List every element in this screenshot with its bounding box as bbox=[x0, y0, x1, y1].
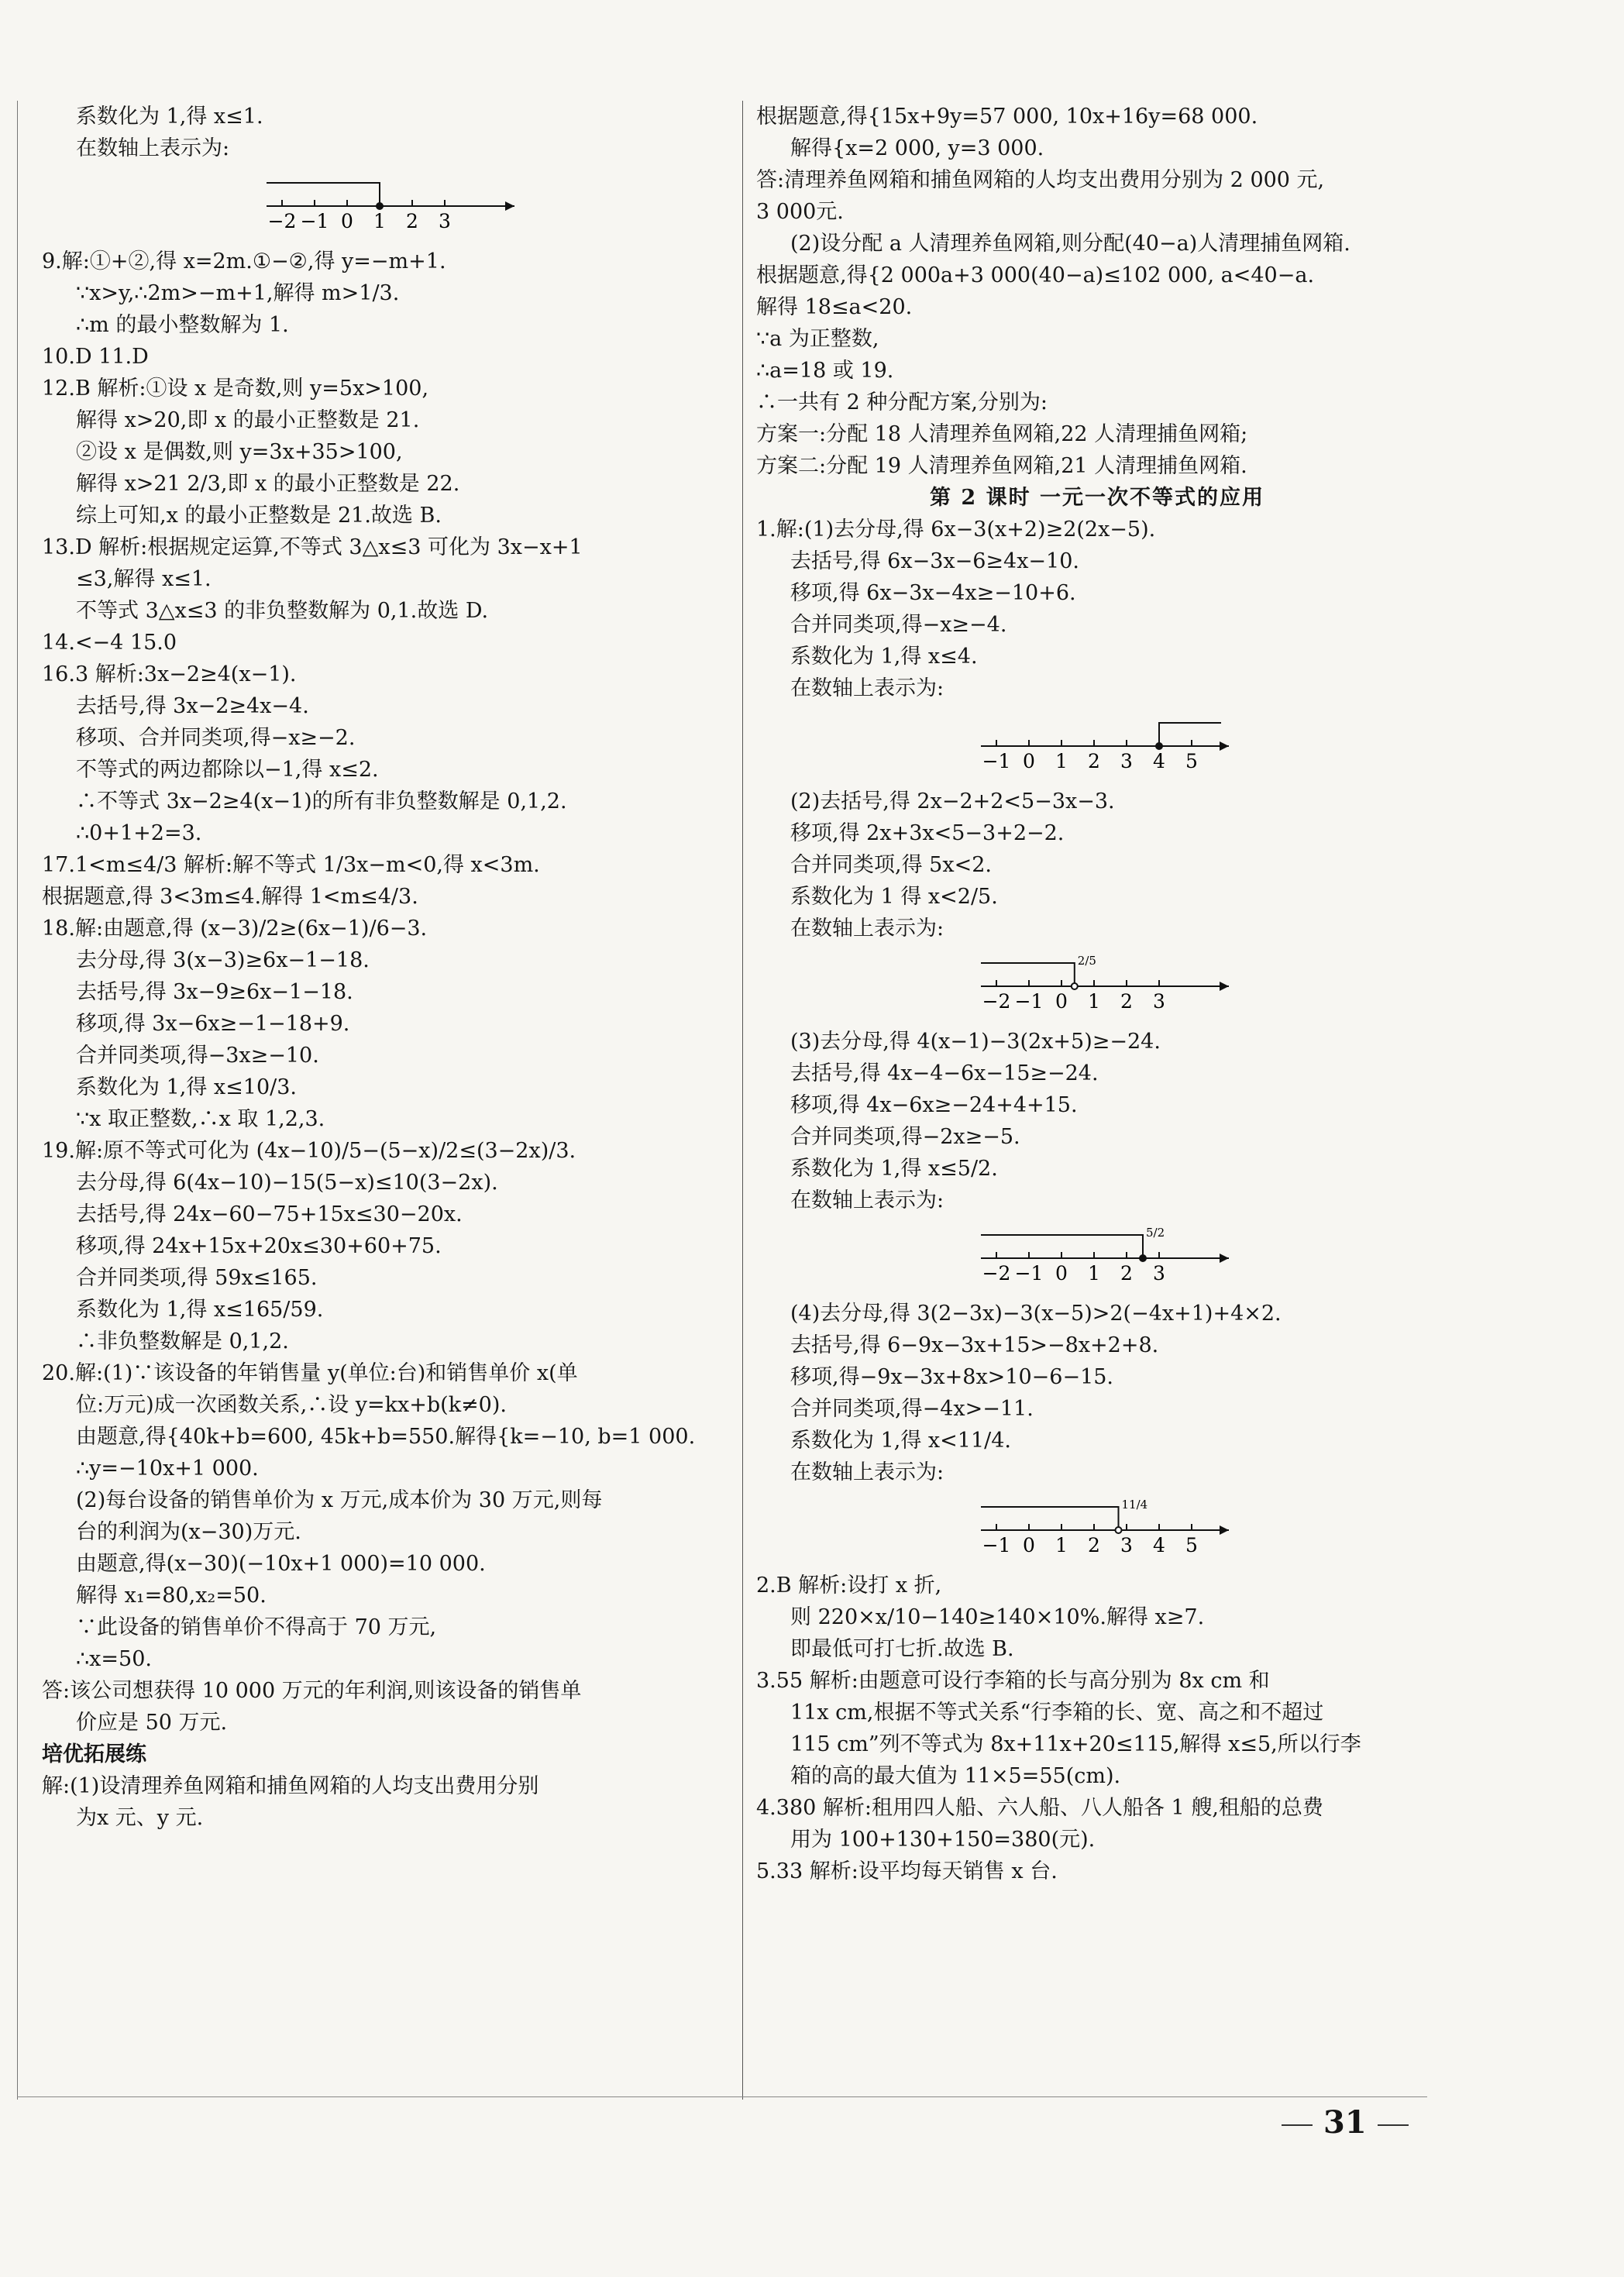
left-line: 综上可知,x 的最小正整数是 21.故选 B. bbox=[76, 504, 442, 528]
right-line: 在数轴上表示为: bbox=[790, 1188, 944, 1212]
left-line: 19.解:原不等式可化为 (4x−10)/5−(5−x)/2≤(3−2x)/3. bbox=[42, 1139, 576, 1163]
number-line-label: −1 bbox=[982, 1534, 1011, 1556]
right-line: 11x cm,根据不等式关系“行李箱的长、宽、高之和不超过 bbox=[790, 1701, 1324, 1725]
number-line-label: −1 bbox=[1014, 990, 1044, 1013]
left-line: 解得 x>20,即 x 的最小正整数是 21. bbox=[76, 408, 420, 432]
left-line: 由题意,得{40k+b=600, 45k+b=550.解得{k=−10, b=1 000. bbox=[76, 1425, 696, 1449]
left-line: ∴y=−10x+1 000. bbox=[76, 1457, 259, 1481]
left-line: 17.1<m≤4/3 解析:解不等式 1/3x−m<0,得 x<3m. bbox=[42, 853, 540, 877]
right-line: 4.380 解析:租用四人船、六人船、八人船各 1 艘,租船的总费 bbox=[756, 1796, 1323, 1820]
solution-ray bbox=[981, 963, 1075, 986]
number-line-label: 4 bbox=[1153, 1534, 1165, 1556]
number-line-arrow bbox=[1220, 982, 1229, 991]
number-line-label: 0 bbox=[1023, 1534, 1035, 1556]
left-line: ∴m 的最小整数解为 1. bbox=[76, 313, 289, 337]
left-line: 系数化为 1,得 x≤1. bbox=[76, 105, 263, 129]
number-line-label: 0 bbox=[341, 210, 353, 232]
left-line: ∴0+1+2=3. bbox=[76, 821, 202, 845]
boundary-point bbox=[1140, 1255, 1146, 1261]
left-line: 去分母,得 6(4x−10)−15(5−x)≤10(3−2x). bbox=[76, 1171, 498, 1195]
right-line: 2.B 解析:设打 x 折, bbox=[756, 1574, 942, 1598]
right-line: 箱的高的最大值为 11×5=55(cm). bbox=[790, 1764, 1121, 1788]
left-line: 14.<−4 15.0 bbox=[42, 631, 177, 655]
left-line: 根据题意,得 3<3m≤4.解得 1<m≤4/3. bbox=[42, 885, 418, 909]
number-line bbox=[42, 167, 724, 242]
boundary-point bbox=[1116, 1527, 1122, 1533]
right-line: 用为 100+130+150=380(元). bbox=[790, 1828, 1096, 1852]
number-line-label: −2 bbox=[982, 990, 1011, 1013]
number-line-label: 3 bbox=[1120, 1534, 1133, 1556]
left-line: 价应是 50 万元. bbox=[76, 1711, 228, 1735]
number-line-label: 3 bbox=[439, 210, 451, 232]
number-line-label: 3 bbox=[1153, 990, 1165, 1013]
number-line-label: 5 bbox=[1185, 1534, 1198, 1556]
left-line: 去括号,得 3x−9≥6x−1−18. bbox=[76, 980, 353, 1004]
number-line-label: 0 bbox=[1055, 1262, 1068, 1285]
left-line: 不等式的两边都除以−1,得 x≤2. bbox=[76, 758, 379, 782]
number-line-label: −1 bbox=[982, 750, 1011, 772]
number-line-label: 1 bbox=[1055, 750, 1068, 772]
number-line-label: −2 bbox=[267, 210, 297, 232]
left-line: ∵此设备的销售单价不得高于 70 万元, bbox=[76, 1615, 437, 1639]
number-line-label: −1 bbox=[1014, 1262, 1044, 1285]
left-line: 解得 x₁=80,x₂=50. bbox=[76, 1584, 267, 1608]
number-line-svg bbox=[981, 1219, 1237, 1289]
left-line: ∴非负整数解是 0,1,2. bbox=[76, 1329, 289, 1353]
left-line: 移项,得 24x+15x+20x≤30+60+75. bbox=[76, 1234, 442, 1258]
number-line-label: 5 bbox=[1185, 750, 1198, 772]
right-line: 1.解:(1)去分母,得 6x−3(x+2)≥2(2x−5). bbox=[756, 518, 1156, 542]
boundary-point bbox=[377, 203, 383, 209]
right-line: 即最低可打七折.故选 B. bbox=[790, 1637, 1014, 1661]
right-column bbox=[756, 101, 1438, 1887]
number-line-label: 1 bbox=[1088, 990, 1100, 1013]
number-line-label: 1 bbox=[1088, 1262, 1100, 1285]
left-line: 为x 元、y 元. bbox=[76, 1806, 204, 1830]
left-line: 合并同类项,得−3x≥−10. bbox=[76, 1044, 319, 1068]
section-heading: 培优拓展练 bbox=[42, 1742, 146, 1766]
right-line: 方案一:分配 18 人清理养鱼网箱,22 人清理捕鱼网箱; bbox=[756, 422, 1248, 446]
right-line: 系数化为 1,得 x<11/4. bbox=[790, 1429, 1011, 1453]
boundary-label: 11/4 bbox=[1121, 1498, 1148, 1512]
left-line: ②设 x 是偶数,则 y=3x+35>100, bbox=[76, 440, 403, 464]
right-line: (3)去分母,得 4(x−1)−3(2x+5)≥−24. bbox=[790, 1030, 1161, 1054]
number-line-label: 1 bbox=[1055, 1534, 1068, 1556]
right-line: 115 cm”列不等式为 8x+11x+20≤115,解得 x≤5,所以行李 bbox=[790, 1732, 1361, 1756]
right-line: 根据题意,得{15x+9y=57 000, 10x+16y=68 000. bbox=[756, 105, 1258, 129]
left-line: 由题意,得(x−30)(−10x+1 000)=10 000. bbox=[76, 1552, 486, 1576]
right-line: 解得{x=2 000, y=3 000. bbox=[790, 136, 1044, 160]
number-line-label: 3 bbox=[1120, 750, 1133, 772]
number-line-arrow bbox=[1220, 741, 1229, 751]
left-line: 16.3 解析:3x−2≥4(x−1). bbox=[42, 662, 297, 686]
number-line-svg bbox=[981, 948, 1237, 1017]
right-line: 根据题意,得{2 000a+3 000(40−a)≤102 000, a<40−a. bbox=[756, 263, 1315, 287]
left-line: 18.解:由题意,得 (x−3)/2≥(6x−1)/6−3. bbox=[42, 917, 428, 941]
right-line: ∴a=18 或 19. bbox=[756, 359, 894, 383]
left-line: 20.解:(1)∵该设备的年销售量 y(单位:台)和销售单价 x(单 bbox=[42, 1361, 578, 1385]
section-heading: 第 2 课时 一元一次不等式的应用 bbox=[930, 486, 1264, 510]
left-line: ≤3,解得 x≤1. bbox=[76, 567, 212, 591]
right-line: ∵a 为正整数, bbox=[756, 327, 879, 351]
right-line: 合并同类项,得−2x≥−5. bbox=[790, 1125, 1020, 1149]
number-line-label: 0 bbox=[1023, 750, 1035, 772]
right-line: 移项,得 4x−6x≥−24+4+15. bbox=[790, 1093, 1078, 1117]
number-line bbox=[756, 707, 1438, 783]
right-line: 答:清理养鱼网箱和捕鱼网箱的人均支出费用分别为 2 000 元, bbox=[756, 168, 1325, 192]
right-line: 去括号,得 6x−3x−6≥4x−10. bbox=[790, 549, 1079, 573]
right-line: 合并同类项,得−x≥−4. bbox=[790, 613, 1007, 637]
left-column bbox=[42, 101, 724, 1834]
right-line: 在数轴上表示为: bbox=[790, 676, 944, 700]
footer-rule bbox=[17, 2096, 1427, 2097]
right-line: 移项,得−9x−3x+8x>10−6−15. bbox=[790, 1365, 1114, 1389]
left-line: 10.D 11.D bbox=[42, 345, 149, 369]
left-line: ∵x>y,∴2m>−m+1,解得 m>1/3. bbox=[76, 281, 400, 305]
number-line bbox=[756, 948, 1438, 1023]
page-number: 31 bbox=[1271, 2104, 1419, 2141]
left-line: 去括号,得 3x−2≥4x−4. bbox=[76, 694, 309, 718]
boundary-point bbox=[1156, 743, 1162, 749]
right-line: 移项,得 6x−3x−4x≥−10+6. bbox=[790, 581, 1076, 605]
left-line: 移项、合并同类项,得−x≥−2. bbox=[76, 726, 356, 750]
number-line-label: 3 bbox=[1153, 1262, 1165, 1285]
left-line: 13.D 解析:根据规定运算,不等式 3△x≤3 可化为 3x−x+1 bbox=[42, 535, 583, 559]
number-line-label: 0 bbox=[1055, 990, 1068, 1013]
left-line: 不等式 3△x≤3 的非负整数解为 0,1.故选 D. bbox=[76, 599, 489, 623]
left-line: (2)每台设备的销售单价为 x 万元,成本价为 30 万元,则每 bbox=[76, 1488, 603, 1512]
number-line-label: 2 bbox=[1088, 750, 1100, 772]
right-line: 系数化为 1,得 x≤5/2. bbox=[790, 1157, 998, 1181]
solution-ray bbox=[1159, 723, 1221, 746]
left-margin-rule bbox=[17, 101, 18, 2100]
left-line: 解得 x>21 2/3,即 x 的最小正整数是 22. bbox=[76, 472, 460, 496]
left-line: 12.B 解析:①设 x 是奇数,则 y=5x>100, bbox=[42, 377, 429, 401]
number-line bbox=[756, 1219, 1438, 1295]
right-line: 方案二:分配 19 人清理养鱼网箱,21 人清理捕鱼网箱. bbox=[756, 454, 1247, 478]
boundary-label: 5/2 bbox=[1146, 1226, 1165, 1240]
number-line-label: 2 bbox=[1120, 1262, 1133, 1285]
number-line-label: 2 bbox=[1088, 1534, 1100, 1556]
left-line: 移项,得 3x−6x≥−1−18+9. bbox=[76, 1012, 350, 1036]
right-line: 5.33 解析:设平均每天销售 x 台. bbox=[756, 1859, 1058, 1883]
left-line: 系数化为 1,得 x≤165/59. bbox=[76, 1298, 324, 1322]
left-line: 合并同类项,得 59x≤165. bbox=[76, 1266, 318, 1290]
number-line-arrow bbox=[505, 201, 514, 211]
right-line: 去括号,得 6−9x−3x+15>−8x+2+8. bbox=[790, 1333, 1159, 1357]
right-line: (2)设分配 a 人清理养鱼网箱,则分配(40−a)人清理捕鱼网箱. bbox=[790, 232, 1350, 256]
right-line: (4)去分母,得 3(2−3x)−3(x−5)>2(−4x+1)+4×2. bbox=[790, 1302, 1282, 1326]
right-line: 在数轴上表示为: bbox=[790, 917, 944, 941]
left-line: 解:(1)设清理养鱼网箱和捕鱼网箱的人均支出费用分别 bbox=[42, 1774, 539, 1798]
right-line: 在数轴上表示为: bbox=[790, 1460, 944, 1484]
left-line: 去分母,得 3(x−3)≥6x−1−18. bbox=[76, 948, 370, 972]
number-line bbox=[756, 1491, 1438, 1567]
left-line: 系数化为 1,得 x≤10/3. bbox=[76, 1075, 297, 1099]
left-line: 9.解:①+②,得 x=2m.①−②,得 y=−m+1. bbox=[42, 249, 446, 273]
right-line: 则 220×x/10−140≥140×10%.解得 x≥7. bbox=[790, 1605, 1205, 1629]
right-line: (2)去括号,得 2x−2+2<5−3x−3. bbox=[790, 789, 1115, 813]
boundary-label: 2/5 bbox=[1077, 954, 1096, 968]
right-line: 合并同类项,得 5x<2. bbox=[790, 853, 992, 877]
left-line: 台的利润为(x−30)万元. bbox=[76, 1520, 301, 1544]
right-line: 3 000元. bbox=[756, 200, 844, 224]
left-line: 去括号,得 24x−60−75+15x≤30−20x. bbox=[76, 1202, 463, 1226]
number-line-label: 1 bbox=[373, 210, 386, 232]
number-line-label: 2 bbox=[1120, 990, 1133, 1013]
right-line: 解得 18≤a<20. bbox=[756, 295, 913, 319]
number-line-label: −2 bbox=[982, 1262, 1011, 1285]
number-line-svg bbox=[981, 707, 1237, 777]
number-line-label: −1 bbox=[300, 210, 329, 232]
right-line: 去括号,得 4x−4−6x−15≥−24. bbox=[790, 1061, 1099, 1085]
left-line: ∴x=50. bbox=[76, 1647, 152, 1671]
number-line-label: 4 bbox=[1153, 750, 1165, 772]
column-divider bbox=[742, 101, 743, 2100]
number-line-label: 2 bbox=[406, 210, 418, 232]
left-line: 在数轴上表示为: bbox=[76, 136, 230, 160]
number-line-svg bbox=[267, 167, 522, 237]
solution-ray bbox=[267, 183, 380, 206]
number-line-arrow bbox=[1220, 1254, 1229, 1263]
left-line: ∴不等式 3x−2≥4(x−1)的所有非负整数解是 0,1,2. bbox=[76, 789, 567, 813]
number-line-arrow bbox=[1220, 1525, 1229, 1535]
right-line: 3.55 解析:由题意可设行李箱的长与高分别为 8x cm 和 bbox=[756, 1669, 1270, 1693]
solution-ray bbox=[981, 1507, 1119, 1530]
left-line: 答:该公司想获得 10 000 万元的年利润,则该设备的销售单 bbox=[42, 1679, 582, 1703]
right-line: 系数化为 1,得 x≤4. bbox=[790, 645, 978, 669]
left-line: ∵x 取正整数,∴x 取 1,2,3. bbox=[76, 1107, 325, 1131]
boundary-point bbox=[1072, 983, 1078, 989]
number-line-svg bbox=[981, 1491, 1237, 1561]
right-line: 系数化为 1 得 x<2/5. bbox=[790, 885, 998, 909]
right-line: 移项,得 2x+3x<5−3+2−2. bbox=[790, 821, 1065, 845]
left-line: 位:万元)成一次函数关系,∴设 y=kx+b(k≠0). bbox=[76, 1393, 507, 1417]
right-line: ∴一共有 2 种分配方案,分别为: bbox=[756, 390, 1048, 414]
right-line: 合并同类项,得−4x>−11. bbox=[790, 1397, 1034, 1421]
